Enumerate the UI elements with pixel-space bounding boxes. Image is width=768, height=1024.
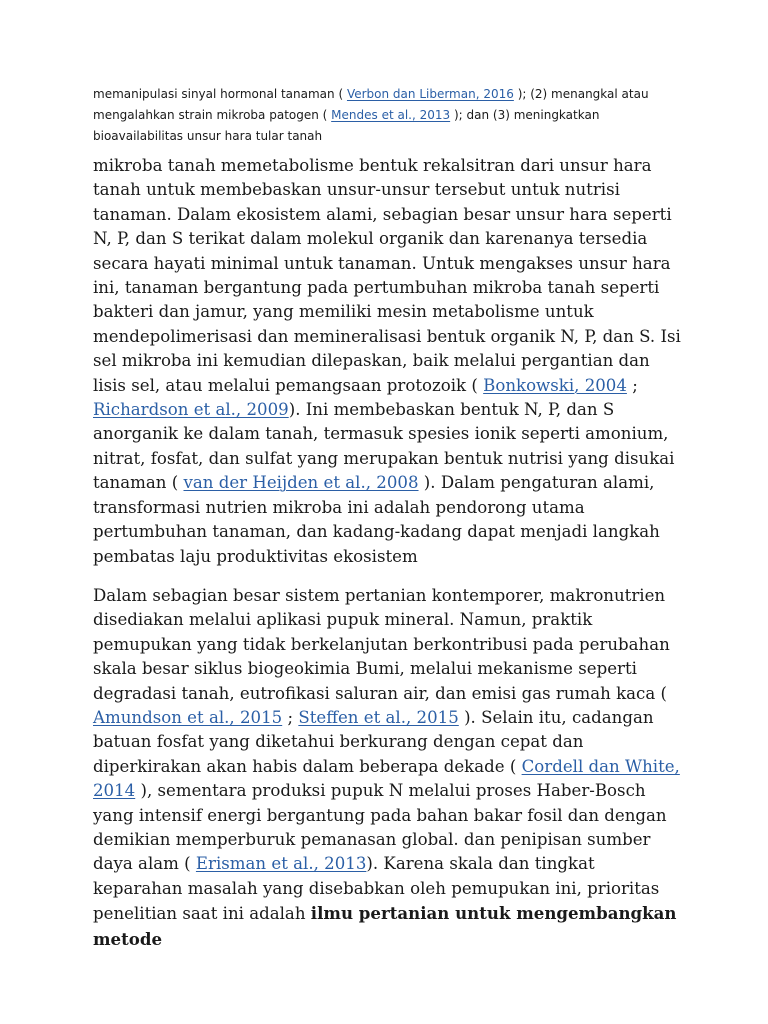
- paragraph-2-text-5: ). Karena skala dan tingkat keparahan masalah yang disebabkan oleh pemupukan ini, prioritas penelitian saat ini adalah: [93, 854, 660, 924]
- paragraph-2-text-2: ;: [282, 708, 299, 728]
- citation-link-amundson-2015[interactable]: Amundson et al., 2015: [93, 708, 283, 728]
- bold-phrase: ilmu pertanian untuk mengembangkan metode: [93, 903, 677, 949]
- citation-link-bonkowski-2004[interactable]: Bonkowski, 2004: [483, 375, 627, 395]
- paragraph-2-text-4: ), sementara produksi pupuk N melalui proses Haber-Bosch yang intensif energi bergantung pada bahan bakar fosil dan dengan demikian memperburuk pemanasan global. dan penipisan sumber daya alam (: [93, 781, 667, 874]
- citation-link-van-der-heijden-2008[interactable]: van der Heijden et al., 2008: [183, 473, 419, 493]
- paragraph-2-text-3: ). Selain itu, cadangan batuan fosfat yang diketahui berkurang dengan cepat dan diperkirakan akan habis dalam beberapa dekade (: [93, 708, 654, 776]
- citation-link-erisman-2013[interactable]: Erisman et al., 2013: [195, 854, 367, 874]
- paragraph-1-text-4: ). Dalam pengaturan alami, transformasi nutrien mikroba ini adalah pendorong utama pertumbuhan tanaman, dan kadang-kadang dapat menjadi langkah pembatas laju produktivitas ekosistem: [93, 473, 660, 566]
- body-paragraph-1: [93, 154, 683, 569]
- paragraph-1-text-2: ;: [626, 375, 638, 395]
- paragraph-1-text-1: mikroba tanah memetabolisme bentuk rekalsitran dari unsur hara tanah untuk membebaskan unsur-unsur tersebut untuk nutrisi tanaman. Dalam ekosistem alami, sebagian besar unsur hara seperti N, P, dan S terikat dalam molekul organik dan karenanya tersedia secara hayati minimal untuk tanaman. Untuk mengakses unsur hara ini, tanaman bergantung pada pertumbuhan mikroba tanah seperti bakteri dan jamur, yang memiliki mesin metabolisme untuk mendepolimerisasi dan memineralisasi bentuk organik N, P, dan S. Isi sel mikroba ini kemudian dilepaskan, baik melalui pergantian dan lisis sel, atau melalui pemangsaan protozoik (: [93, 156, 681, 395]
- citation-link-richardson-2009[interactable]: Richardson et al., 2009: [93, 400, 289, 420]
- body-paragraph-2: [93, 584, 683, 952]
- top-paragraph-text-2: ); (2) menangkal atau mengalahkan strain mikroba patogen (: [93, 87, 649, 122]
- citation-link-steffen-2015[interactable]: Steffen et al., 2015: [298, 708, 459, 728]
- top-paragraph-text-3: ); dan (3) meningkatkan bioavailabilitas unsur hara tular tanah: [93, 108, 600, 143]
- citation-link-cordell-white-2014[interactable]: Cordell dan White, 2014: [93, 756, 680, 801]
- citation-link-verbon-liberman-2016[interactable]: Verbon dan Liberman, 2016: [346, 87, 514, 101]
- paragraph-2-text-1: Dalam sebagian besar sistem pertanian kontemporer, makronutrien disediakan melalui aplikasi pupuk mineral. Namun, praktik pemupukan yang tidak berkelanjutan berkontribusi pada perubahan skala besar siklus biogeokimia Bumi, melalui mekanisme seperti degradasi tanah, eutrofikasi saluran air, dan emisi gas rumah kaca (: [93, 586, 670, 703]
- paragraph-1-text-3: ). Ini membebaskan bentuk N, P, dan S anorganik ke dalam tanah, termasuk spesies ionik seperti amonium, nitrat, fosfat, dan sulfat yang merupakan bentuk nutrisi yang disukai tanaman (: [93, 400, 675, 493]
- citation-link-mendes-2013[interactable]: Mendes et al., 2013: [331, 108, 451, 122]
- top-paragraph-text-1: memanipulasi sinyal hormonal tanaman (: [93, 87, 347, 101]
- top-paragraph: [93, 84, 693, 147]
